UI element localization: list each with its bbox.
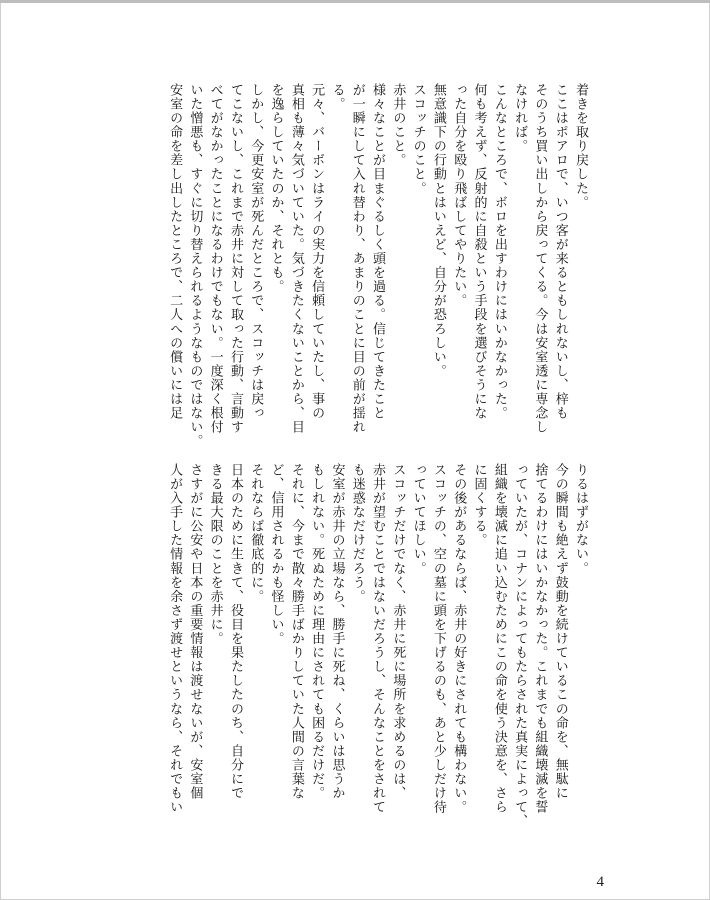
top-edge-divider: [0, 0, 710, 3]
text-line: っていたが、コナンによってもたらされた真実によって、: [512, 463, 528, 829]
text-line: なければ。: [512, 83, 528, 154]
text-line: 赤井のこと。: [390, 83, 406, 168]
text-line: その後があるならば、赤井の好きにされても構わない。: [451, 463, 467, 815]
text-line: 組織を壊滅に追い込むためにこの命を使う決意を、さら: [491, 463, 507, 815]
text-line: こんなところで、ボロを出すわけにはいかなかった。: [491, 83, 507, 421]
text-line: 安室が赤井の立場なら、勝手に死ね、くらいは思うか: [329, 463, 345, 801]
text-block-bottom: [120, 463, 590, 835]
text-line: てこないし、これまで赤井に対して取った行動、言動す: [227, 83, 243, 435]
text-line: を逸らしていたのか、それとも。: [268, 83, 284, 294]
text-line: スコッチの、空の墓に頭を下げるのも、あと少しだけ待: [430, 463, 446, 815]
text-line: さすがに公安や日本の重要情報は渡せないが、安室個: [187, 463, 203, 801]
text-line: 捨てるわけにはいかなかった。これまでも組織壊滅を誓: [532, 463, 548, 815]
text-line: そのうち買い出しから戻ってくる。今は安室透に専念し: [532, 83, 548, 435]
page-number: 4: [596, 874, 604, 890]
text-line: もしれない。死ぬために理由にされても困るだけだ。: [309, 463, 325, 801]
text-line: る。: [329, 83, 345, 112]
text-line: 真相も薄々気づいていた。気づきたくないことから、目: [288, 83, 304, 435]
text-line: 何も考えず、反射的に自殺という手段を選びそうにな: [471, 83, 487, 421]
text-line: べてがなかったことになるわけでもない。一度深く根付: [207, 83, 223, 435]
text-line: っていてほしい。: [410, 463, 426, 576]
text-line: に固くする。: [471, 463, 487, 548]
text-line: 人が入手した情報を余さず渡せというなら、それでもい: [167, 463, 183, 815]
text-line: も迷惑なだけだろう。: [349, 463, 365, 604]
text-line: スコッチのこと。: [410, 83, 426, 196]
text-block-top: [120, 83, 590, 455]
text-line: それならば徹底的に。: [248, 463, 264, 604]
text-line: 安室の命を差し出したところで、二人への償いには足: [167, 83, 183, 421]
text-line: った自分を殴り飛ばしてやりたい。: [451, 83, 467, 308]
text-line: 無意識下の行動とはいえど、自分が恐ろしい。: [430, 83, 446, 379]
text-line: 赤井が望むことではないだろうし、そんなことをされて: [370, 463, 386, 815]
text-line: いた憎悪も、すぐに切り替えられるようなものではない。: [187, 83, 203, 449]
text-line: 今の瞬間も絶えず鼓動を続けているこの命を、無駄に: [552, 463, 568, 801]
text-line: が一瞬にして入れ替わり、あまりのことに目の前が揺れ: [349, 83, 365, 435]
text-line: しかし、今更安室が死んだところで、スコッチは戻っ: [248, 83, 264, 421]
text-line: りるはずがない。: [573, 463, 588, 576]
text-line: 様々なことが目まぐるしく頭を過る。信じてきたこと: [370, 83, 386, 421]
text-line: 着きを取り戻した。: [573, 83, 588, 210]
text-line: それに、今まで散々勝手ばかりしていた人間の言葉な: [288, 463, 304, 801]
text-line: ここはポアロで、いつ客が来るともしれないし、梓も: [552, 83, 568, 421]
text-line: 元々、バーボンはライの実力を信頼していたし、事の: [309, 83, 325, 421]
text-line: 日本のために生きて、役目を果たしたのち、自分にで: [227, 463, 243, 801]
text-line: ど、信用されるかも怪しい。: [268, 463, 284, 646]
text-line: スコッチだけでなく、赤井に死に場所を求めるのは、: [390, 463, 406, 801]
text-line: きる最大限のことを赤井に。: [207, 463, 223, 646]
